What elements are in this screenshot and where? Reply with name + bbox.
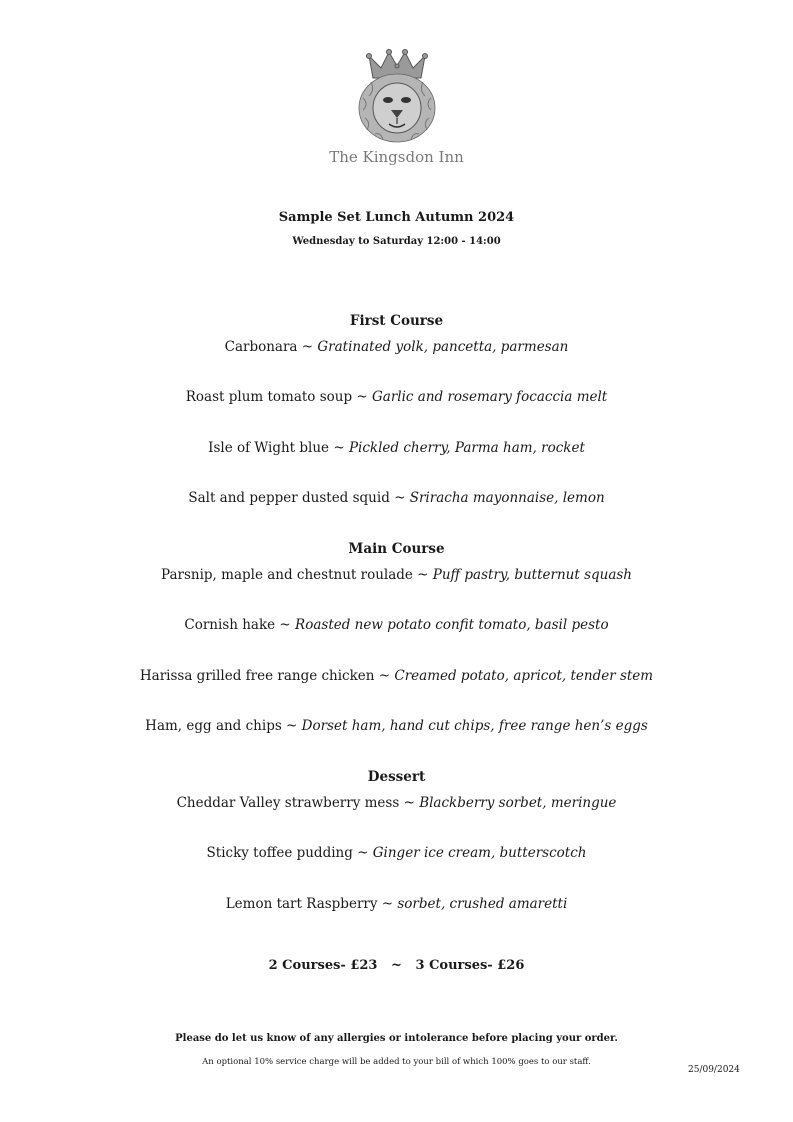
dish-item: Parsnip, maple and chestnut roulade ~ Puff pastry, butternut squash	[161, 567, 632, 583]
price-line: 2 Courses- £23 ~ 3 Courses- £26	[268, 958, 525, 973]
course-heading-dessert: Dessert	[367, 769, 426, 785]
lion-crown-logo	[0, 48, 793, 144]
allergy-note: Please do let us know of any allergies or intolerance before placing your order.	[175, 1033, 618, 1044]
course-heading-main: Main Course	[348, 541, 445, 557]
menu-subtitle: Wednesday to Saturday 12:00 - 14:00	[292, 236, 501, 247]
course-heading-first: First Course	[349, 313, 444, 329]
dish-item: Ham, egg and chips ~ Dorset ham, hand cut chips, free range hen’s eggs	[145, 718, 648, 734]
service-charge-note: An optional 10% service charge will be added to your bill of which 100% goes to our staff.	[202, 1057, 591, 1067]
dish-item: Lemon tart Raspberry ~ sorbet, crushed amaretti	[225, 896, 568, 912]
dish-item: Carbonara ~ Gratinated yolk, pancetta, parmesan	[224, 339, 569, 355]
inn-name: The Kingsdon Inn	[329, 148, 464, 166]
dish-item: Cornish hake ~ Roasted new potato confit tomato, basil pesto	[184, 617, 609, 633]
menu-date: 25/09/2024	[688, 1065, 740, 1075]
dish-item: Roast plum tomato soup ~ Garlic and rosemary focaccia melt	[185, 389, 608, 405]
dish-item: Salt and pepper dusted squid ~ Sriracha mayonnaise, lemon	[188, 490, 605, 506]
dish-item: Sticky toffee pudding ~ Ginger ice cream, butterscotch	[206, 845, 587, 861]
menu-title: Sample Set Lunch Autumn 2024	[278, 210, 515, 225]
dish-item: Isle of Wight blue ~ Pickled cherry, Parma ham, rocket	[208, 440, 585, 456]
dish-item: Cheddar Valley strawberry mess ~ Blackberry sorbet, meringue	[176, 795, 617, 811]
dish-item: Harissa grilled free range chicken ~ Creamed potato, apricot, tender stem	[139, 668, 654, 684]
